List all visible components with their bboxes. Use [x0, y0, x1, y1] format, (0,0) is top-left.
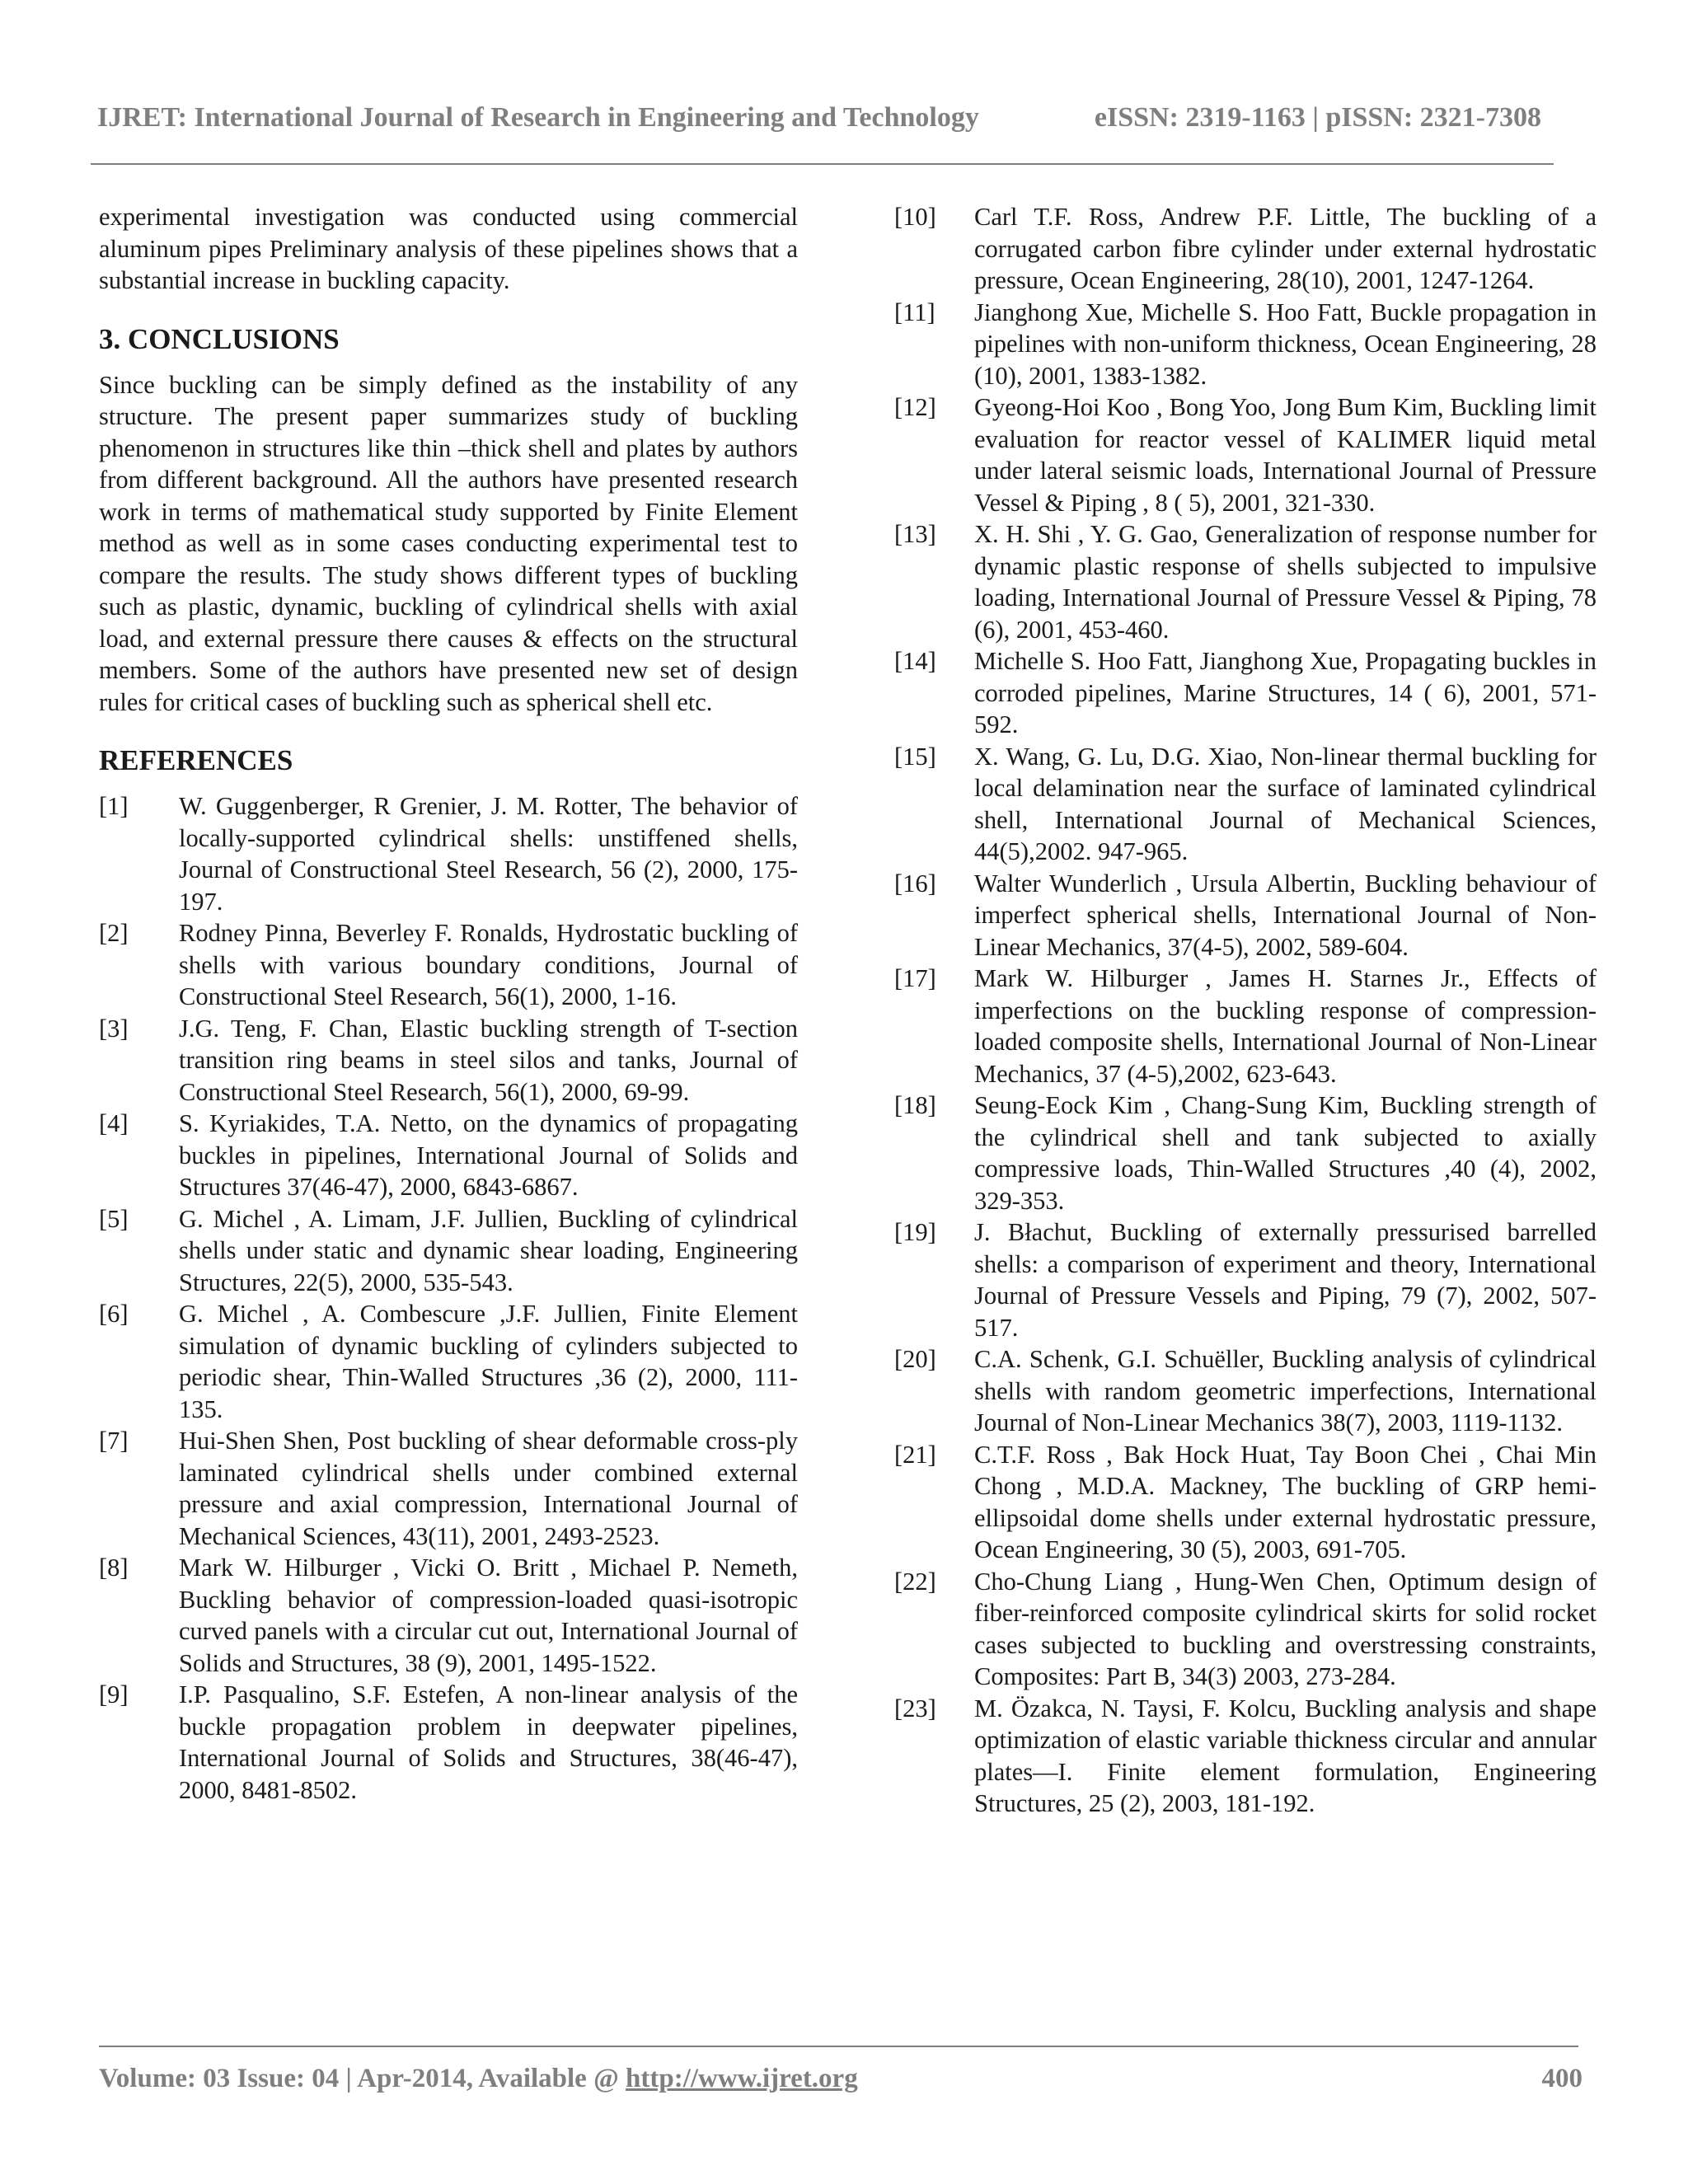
footer-divider	[99, 2046, 1578, 2047]
reference-number: [19]	[894, 1218, 936, 1246]
reference-number: [14]	[894, 647, 936, 675]
conclusions-heading: 3. CONCLUSIONS	[99, 322, 340, 355]
reference-text: C.A. Schenk, G.I. Schuëller, Buckling analysis of cylindrical shells with random geometric imperfections, International Journal of Non-Linear Mechanics 38(7), 2003, 1119-1132.	[974, 1345, 1597, 1436]
reference-number: [18]	[894, 1091, 936, 1119]
page-number: 400	[1541, 2064, 1582, 2093]
reference-text: J. Błachut, Buckling of externally pressurised barrelled shells: a comparison of experiment and theory, International Journal of Pressure Vessels and Piping, 79 (7), 2002, 507-517.	[974, 1218, 1597, 1342]
reference-item	[894, 391, 1597, 518]
reference-text: S. Kyriakides, T.A. Netto, on the dynamics of propagating buckles in pipelines, International Journal of Solids and Structures 37(46-47), 2000, 6843-6867.	[179, 1109, 798, 1201]
reference-item	[99, 790, 798, 917]
reference-item	[894, 1693, 1597, 1820]
reference-text: Michelle S. Hoo Fatt, Jianghong Xue, Propagating buckles in corroded pipelines, Marine Structures, 14 ( 6), 2001, 571-592.	[974, 647, 1597, 738]
reference-text: Hui-Shen Shen, Post buckling of shear deformable cross-ply laminated cylindrical shells under combined external pressure and axial compression, International Journal of Mechanical Sciences, 43(11), 2001, 2493-2523.	[179, 1427, 798, 1550]
reference-number: [20]	[894, 1345, 936, 1373]
reference-number: [2]	[99, 919, 129, 947]
reference-text: G. Michel , A. Combescure ,J.F. Jullien, Finite Element simulation of dynamic buckling of cylinders subjected to periodic shear, Thin-Walled Structures ,36 (2), 2000, 111-135.	[179, 1300, 798, 1423]
reference-text: Jianghong Xue, Michelle S. Hoo Fatt, Buckle propagation in pipelines with non-uniform thickness, Ocean Engineering, 28 (10), 2001, 1383-1382.	[974, 298, 1597, 390]
reference-number: [21]	[894, 1440, 936, 1469]
reference-text: Mark W. Hilburger , James H. Starnes Jr., Effects of imperfections on the buckling response of compression-loaded composite shells, International Journal of Non-Linear Mechanics, 37 (4-5),2002, 623-643.	[974, 964, 1597, 1088]
reference-number: [12]	[894, 393, 936, 421]
issn-header: eISSN: 2319-1163 | pISSN: 2321-7308	[1094, 102, 1541, 133]
reference-item	[99, 1679, 798, 1806]
reference-item	[894, 1216, 1597, 1343]
reference-item	[894, 518, 1597, 645]
reference-text: X. Wang, G. Lu, D.G. Xiao, Non-linear thermal buckling for local delamination near the surface of laminated cylindrical shell, International Journal of Mechanical Sciences, 44(5),2002. 947-965.	[974, 742, 1597, 865]
reference-item	[894, 645, 1597, 741]
reference-item	[99, 1203, 798, 1299]
reference-text: Walter Wunderlich , Ursula Albertin, Buckling behaviour of imperfect spherical shells, International Journal of Non-Linear Mechanics, 37(4-5), 2002, 589-604.	[974, 869, 1597, 961]
reference-item	[894, 201, 1597, 297]
reference-number: [9]	[99, 1680, 129, 1708]
left-column	[99, 201, 798, 1806]
header-divider	[91, 163, 1554, 165]
reference-number: [6]	[99, 1300, 129, 1328]
reference-number: [22]	[894, 1567, 936, 1596]
reference-number: [11]	[894, 298, 935, 326]
reference-text: J.G. Teng, F. Chan, Elastic buckling strength of T-section transition ring beams in steel silos and tanks, Journal of Constructional Steel Research, 56(1), 2000, 69-99.	[179, 1014, 798, 1106]
references-heading: REFERENCES	[99, 744, 293, 776]
reference-item	[894, 741, 1597, 868]
reference-number: [13]	[894, 520, 936, 548]
reference-item	[99, 1013, 798, 1108]
reference-item	[99, 1425, 798, 1552]
reference-number: [8]	[99, 1554, 129, 1582]
reference-number: [7]	[99, 1427, 129, 1455]
reference-item	[99, 917, 798, 1013]
footer-link[interactable]: http://www.ijret.org	[626, 2064, 858, 2093]
reference-text: Seung-Eock Kim , Chang-Sung Kim, Buckling strength of the cylindrical shell and tank subjected to axially compressive loads, Thin-Walled Structures ,40 (4), 2002, 329-353.	[974, 1091, 1597, 1215]
conclusions-paragraph: Since buckling can be simply defined as the instability of any structure. The present paper summarizes study of buckling phenomenon in structures like thin –thick shell and plates by authors from different background. All the authors have presented research work in terms of mathematical study supported by Finite Element method as well as in some cases conducting experimental test to compare the results. The study shows different types of buckling such as plastic, dynamic, buckling of cylindrical shells with axial load, and external pressure there causes & effects on the structural members. Some of the authors have presented new set of design rules for critical cases of buckling such as spherical shell etc.	[99, 370, 798, 716]
footer-volume	[99, 2058, 858, 2099]
reference-text: Carl T.F. Ross, Andrew P.F. Little, The buckling of a corrugated carbon fibre cylinder under external hydrostatic pressure, Ocean Engineering, 28(10), 2001, 1247-1264.	[974, 203, 1597, 294]
reference-number: [16]	[894, 869, 936, 898]
reference-number: [5]	[99, 1204, 129, 1233]
footer-volume-text: Volume: 03 Issue: 04 | Apr-2014, Available @	[99, 2064, 626, 2093]
reference-number: [15]	[894, 742, 936, 771]
reference-text: G. Michel , A. Limam, J.F. Jullien, Buckling of cylindrical shells under static and dynamic shear loading, Engineering Structures, 22(5), 2000, 535-543.	[179, 1204, 798, 1296]
reference-item	[894, 1090, 1597, 1216]
reference-number: [4]	[99, 1109, 129, 1137]
reference-item	[894, 297, 1597, 392]
reference-text: Cho-Chung Liang , Hung-Wen Chen, Optimum design of fiber-reinforced composite cylindrical skirts for solid rocket cases subjected to buckling and overstressing constraints, Composites: Part B, 34(3) 2003, 273-284.	[974, 1567, 1597, 1690]
reference-text: X. H. Shi , Y. G. Gao, Generalization of response number for dynamic plastic response of shells subjected to impulsive loading, International Journal of Pressure Vessel & Piping, 78 (6), 2001, 453-460.	[974, 520, 1597, 644]
reference-number: [3]	[99, 1014, 129, 1043]
reference-item	[894, 868, 1597, 963]
reference-number: [23]	[894, 1694, 936, 1722]
reference-text: C.T.F. Ross , Bak Hock Huat, Tay Boon Chei , Chai Min Chong , M.D.A. Mackney, The buckling of GRP hemi-ellipsoidal dome shells under external hydrostatic pressure, Ocean Engineering, 30 (5), 2003, 691-705.	[974, 1440, 1597, 1563]
reference-item	[99, 1552, 798, 1679]
reference-text: Gyeong-Hoi Koo , Bong Yoo, Jong Bum Kim, Buckling limit evaluation for reactor vessel of KALIMER liquid metal under lateral seismic loads, International Journal of Pressure Vessel & Piping , 8 ( 5), 2001, 321-330.	[974, 393, 1597, 517]
right-column	[894, 201, 1597, 1820]
reference-text: Mark W. Hilburger , Vicki O. Britt , Michael P. Nemeth, Buckling behavior of compression-loaded quasi-isotropic curved panels with a circular cut out, International Journal of Solids and Structures, 38 (9), 2001, 1495-1522.	[179, 1554, 798, 1677]
reference-item	[894, 1566, 1597, 1693]
intro-paragraph: experimental investigation was conducted using commercial aluminum pipes Preliminary analysis of these pipelines shows that a substantial increase in buckling capacity.	[99, 203, 798, 294]
journal-header: IJRET: International Journal of Research in Engineering and Technology	[97, 102, 979, 133]
reference-item	[894, 963, 1597, 1090]
reference-text: W. Guggenberger, R Grenier, J. M. Rotter, The behavior of locally-supported cylindrical shells: unstiffened shells, Journal of Constructional Steel Research, 56 (2), 2000, 175-197.	[179, 792, 798, 916]
reference-text: I.P. Pasqualino, S.F. Estefen, A non-linear analysis of the buckle propagation problem in deepwater pipelines, International Journal of Solids and Structures, 38(46-47), 2000, 8481-8502.	[179, 1680, 798, 1804]
reference-text: M. Özakca, N. Taysi, F. Kolcu, Buckling analysis and shape optimization of elastic variable thickness circular and annular plates—I. Finite element formulation, Engineering Structures, 25 (2), 2003, 181-192.	[974, 1694, 1597, 1817]
reference-item	[894, 1343, 1597, 1439]
reference-item	[99, 1298, 798, 1425]
reference-number: [1]	[99, 792, 129, 820]
reference-item	[894, 1439, 1597, 1566]
reference-item	[99, 1108, 798, 1203]
reference-number: [17]	[894, 964, 936, 992]
reference-number: [10]	[894, 203, 936, 231]
reference-text: Rodney Pinna, Beverley F. Ronalds, Hydrostatic buckling of shells with various boundary conditions, Journal of Constructional Steel Research, 56(1), 2000, 1-16.	[179, 919, 798, 1010]
